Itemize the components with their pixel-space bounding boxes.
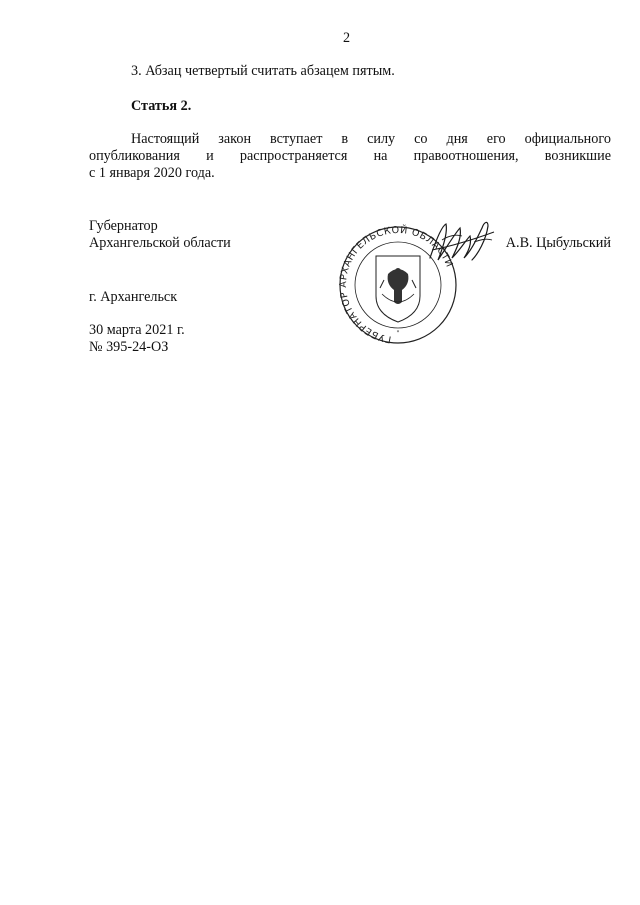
page-number: 2 (343, 30, 351, 46)
word: с 1 января 2020 года. (89, 165, 215, 181)
word: Настоящий (131, 131, 200, 147)
article-heading: Статья 2. (131, 98, 192, 114)
law-date: 30 марта 2021 г. (89, 322, 185, 338)
word: силу (367, 131, 396, 147)
paragraph-line (89, 148, 611, 165)
word: распространяется (239, 148, 348, 164)
word: на (373, 148, 388, 164)
amendment-item-3: 3. Абзац четвертый считать абзацем пятым. (131, 63, 395, 79)
word: правоотношения, (413, 148, 519, 164)
word: в (341, 131, 349, 147)
svg-text:*: * (396, 330, 400, 336)
word: его (486, 131, 506, 147)
signatory-title: Губернатор (89, 218, 158, 234)
word: закон (218, 131, 252, 147)
seal-text: ГУБЕРНАТОР АРХАНГЕЛЬСКОЙ ОБЛАСТИ (338, 224, 455, 345)
word: дня (446, 131, 468, 147)
article-paragraph (89, 131, 611, 182)
word: вступает (270, 131, 323, 147)
signature-icon (412, 210, 512, 270)
word: возникшие (544, 148, 611, 164)
paragraph-line (89, 165, 611, 182)
signatory-region: Архангельской области (89, 235, 231, 251)
signatory-name: А.В. Цыбульский (505, 235, 611, 251)
law-number: № 395-24-ОЗ (89, 339, 169, 355)
word: официального (524, 131, 611, 147)
word: опубликования (89, 148, 180, 164)
paragraph-line (89, 131, 611, 148)
word: со (414, 131, 428, 147)
place: г. Архангельск (89, 289, 178, 305)
word: и (206, 148, 214, 164)
